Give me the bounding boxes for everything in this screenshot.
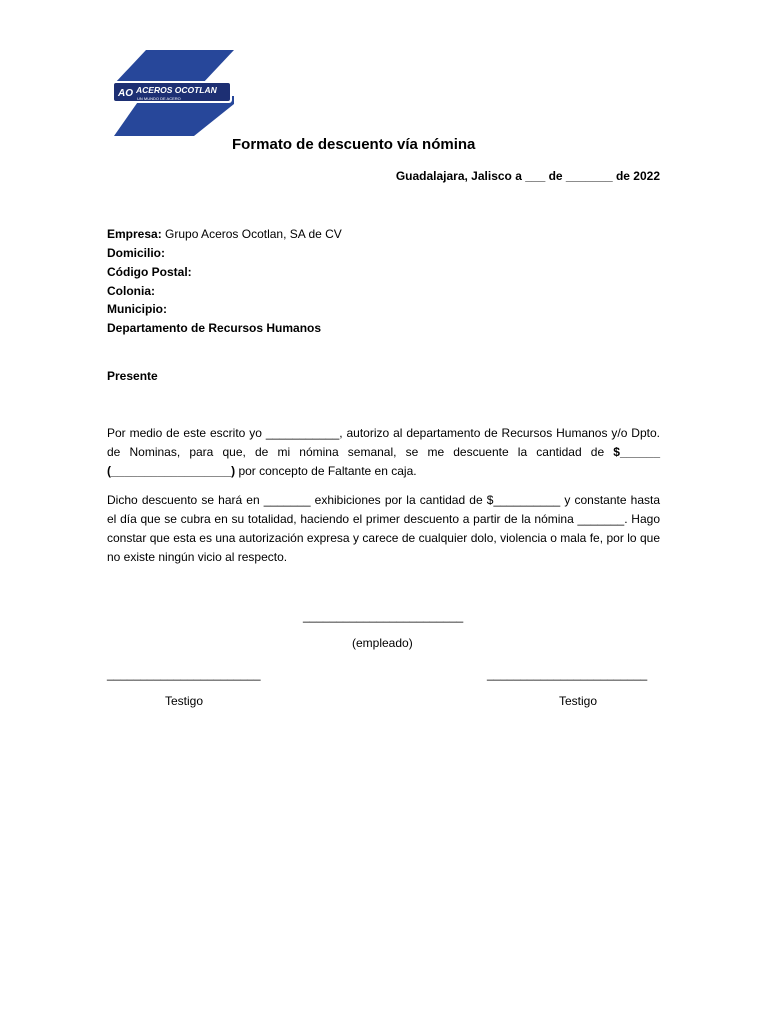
company-logo: [106, 38, 234, 136]
empresa-value: Grupo Aceros Ocotlan, SA de CV: [161, 227, 342, 241]
empresa-line: [107, 227, 342, 241]
logo-tagline: UN MUNDO DE ACERO: [137, 96, 181, 101]
installments-paragraph: Dicho descuento se hará en _______ exhibiciones por la cantidad de $__________ y constante hasta el día que se cubra en su totalidad, haciendo el primer descuento a partir de la nómina _______. Hago constar que esta es una autorización expresa y carece de cualquier dolo, violencia o mala fe, por lo que no existe ningún vicio al respecto.: [107, 493, 660, 564]
paragraph1-text-a: Por medio de este escrito yo ___________, autorizo al departamento de Recursos Humanos y/o Dpto. de Nominas, para que, de mi nómina semanal, se me descuente la cantidad de: [107, 426, 660, 459]
employee-label: (empleado): [352, 636, 413, 650]
witness-right-label: Testigo: [559, 694, 598, 708]
paragraph1-text-b: por concepto de Faltante en caja.: [235, 464, 417, 478]
domicilio-label: Domicilio:: [107, 246, 166, 260]
date-line: Guadalajara, Jalisco a ___ de _______ de 2022: [395, 169, 660, 183]
witness-right-signature-line: ________________________: [487, 667, 648, 681]
witness-left-label: Testigo: [165, 694, 204, 708]
municipio-label: Municipio:: [107, 302, 167, 316]
witness-left-signature-line: _______________________: [107, 667, 261, 681]
salutation: Presente: [107, 369, 158, 383]
document-title: Formato de descuento vía nómina: [232, 136, 476, 153]
codigo-postal-label: Código Postal:: [107, 265, 192, 279]
logo-brand-text: ACEROS OCOTLAN: [136, 85, 217, 95]
authorization-paragraph: [107, 424, 660, 481]
colonia-label: Colonia:: [107, 284, 155, 298]
empresa-label: Empresa:: [107, 227, 162, 241]
amount-blank: $______ (__________________): [107, 445, 660, 478]
department-name: Departamento de Recursos Humanos: [107, 321, 322, 335]
employee-signature-line: ________________________: [303, 609, 464, 623]
logo-mark: AO: [118, 88, 133, 99]
logo-upper-band: [114, 50, 234, 84]
